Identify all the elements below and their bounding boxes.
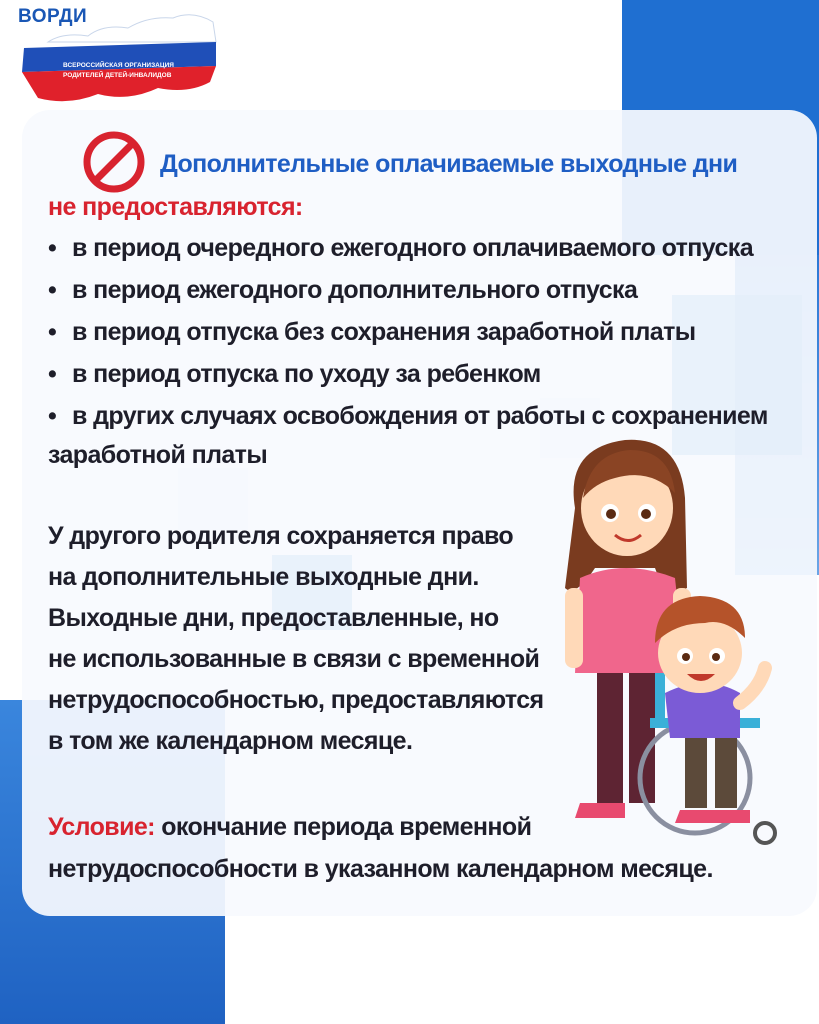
paragraph-line: в том же календарном месяце. xyxy=(48,727,413,755)
bullet: • xyxy=(48,318,57,346)
logo-subtitle-line-1: ВСЕРОССИЙСКАЯ ОРГАНИЗАЦИЯ xyxy=(63,62,174,69)
condition-line xyxy=(48,813,531,842)
page-title: Дополнительные оплачиваемые выходные дни xyxy=(160,150,738,178)
paragraph-line: не использованные в связи с временной xyxy=(48,645,540,673)
paragraph-line: на дополнительные выходные дни. xyxy=(48,563,479,591)
bullet: • xyxy=(48,276,57,304)
list-item xyxy=(48,360,541,389)
condition-line-2: нетрудоспособности в указанном календарном месяце. xyxy=(48,855,713,883)
list-item-text: в период отпуска без сохранения заработной платы xyxy=(72,318,696,346)
list-item-text: в период отпуска по уходу за ребенком xyxy=(72,360,541,388)
no-entry-icon xyxy=(82,130,146,194)
condition-label: Условие: xyxy=(48,813,155,841)
bullet: • xyxy=(48,402,57,430)
vordi-logo xyxy=(18,2,218,110)
bullet: • xyxy=(48,360,57,388)
mother-with-child-in-wheelchair-illustration xyxy=(555,438,785,858)
list-item-text: в других случаях освобождения от работы с сохранением xyxy=(72,402,768,430)
condition-text: окончание периода временной xyxy=(161,813,532,841)
list-item xyxy=(48,276,637,305)
list-item xyxy=(48,234,753,263)
page-subtitle: не предоставляются: xyxy=(48,193,303,221)
list-item xyxy=(48,318,695,347)
list-item-continuation: заработной платы xyxy=(48,441,268,469)
paragraph-line: Выходные дни, предоставленные, но xyxy=(48,604,499,632)
list-item xyxy=(48,402,768,431)
logo-subtitle-line-2: РОДИТЕЛЕЙ ДЕТЕЙ-ИНВАЛИДОВ xyxy=(63,72,172,79)
paragraph-line: нетрудоспособностью, предоставляются xyxy=(48,686,544,714)
paragraph-line: У другого родителя сохраняется право xyxy=(48,522,514,550)
list-item-text: в период очередного ежегодного оплачиваемого отпуска xyxy=(72,234,753,262)
bullet: • xyxy=(48,234,57,262)
logo-title: ВОРДИ xyxy=(18,6,88,27)
list-item-text: в период ежегодного дополнительного отпуска xyxy=(72,276,638,304)
